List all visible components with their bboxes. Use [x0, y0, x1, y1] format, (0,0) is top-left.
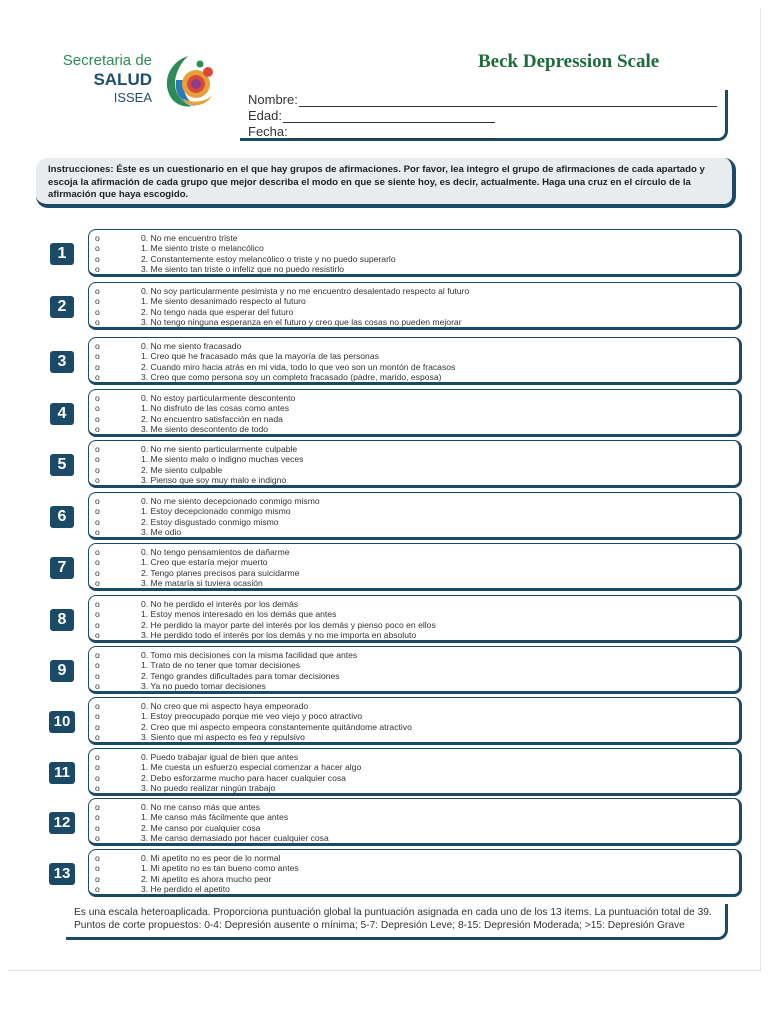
- answer-circle[interactable]: o: [95, 752, 100, 762]
- answer-option-text: 3. Siento que mi aspecto es feo y repulsivo: [141, 732, 305, 743]
- answer-option-text: 3. Me canso demasiado por hacer cualquier cosa: [141, 833, 329, 844]
- answer-option-text: 3. Me mataría si tuviera ocasión: [141, 578, 263, 589]
- answer-option-text: 2. Constantemente estoy melancólico o triste y no puedo superarlo: [141, 253, 396, 264]
- answer-option[interactable]: [95, 351, 739, 361]
- answer-circle[interactable]: o: [95, 884, 100, 895]
- answer-option[interactable]: [95, 557, 739, 567]
- question-options-box: [88, 492, 742, 540]
- question-number-badge: 7: [50, 557, 74, 579]
- answer-option-text: 2. Me canso por cualquier cosa: [141, 822, 261, 833]
- answer-circle[interactable]: o: [95, 496, 100, 506]
- answer-option-text: 0. No me siento fracasado: [141, 341, 242, 351]
- answer-circle[interactable]: o: [95, 372, 100, 383]
- answer-option-text: 2. Me siento culpable: [141, 464, 223, 475]
- answer-circle[interactable]: o: [95, 578, 100, 589]
- answer-circle[interactable]: o: [95, 351, 100, 362]
- scoring-note-text: Es una escala heteroaplicada. Proporciona puntuación global la puntuación asignada en cada uno de los 13 items. La puntuación total de 39. Puntos de corte propuestos: 0-4: Depresión ausente o mínima; 5-7: Depresión Leve; 8-15: Depresión Moderada; >15: Depresión Grave: [74, 907, 712, 931]
- health-logo-icon: [158, 50, 220, 112]
- answer-option[interactable]: [95, 403, 739, 413]
- answer-option-text: 2. Creo que mi aspecto empeora constantemente quitándome atractivo: [141, 721, 412, 732]
- answer-option-text: 0. No estoy particularmente descontento: [141, 393, 296, 403]
- answer-option[interactable]: [95, 701, 739, 711]
- answer-option[interactable]: [95, 496, 739, 506]
- answer-option[interactable]: [95, 506, 739, 516]
- answer-option[interactable]: [95, 296, 739, 306]
- answer-option-text: 0. Mi apetito no es peor de lo normal: [141, 853, 281, 863]
- answer-option[interactable]: [95, 812, 739, 822]
- answer-circle[interactable]: o: [95, 547, 100, 557]
- answer-circle[interactable]: o: [95, 670, 100, 681]
- answer-option-text: 3. Pienso que soy muy malo e indigno: [141, 475, 287, 486]
- answer-circle[interactable]: o: [95, 424, 100, 435]
- answer-option[interactable]: [95, 783, 739, 793]
- answer-option-text: 3. Me siento tan triste o infeliz que no puedo resistirlo: [141, 264, 345, 275]
- answer-circle[interactable]: o: [95, 711, 100, 722]
- answer-circle[interactable]: o: [95, 403, 100, 414]
- answer-option[interactable]: [95, 650, 739, 660]
- answer-option-text: 0. No me encuentro triste: [141, 233, 238, 243]
- answer-circle[interactable]: o: [95, 454, 100, 465]
- question-options-box: [88, 748, 742, 796]
- answer-option[interactable]: [95, 752, 739, 762]
- answer-option-text: 2. Mi apetito es ahora mucho peor: [141, 873, 272, 884]
- answer-option[interactable]: [95, 609, 739, 619]
- question-options-box: [88, 595, 742, 643]
- answer-option[interactable]: [95, 341, 739, 351]
- answer-circle[interactable]: o: [95, 853, 100, 863]
- logo-wordmark: [52, 52, 152, 106]
- answer-option[interactable]: [95, 444, 739, 454]
- answer-option-text: 1. Creo que he fracasado más que la mayoría de las personas: [141, 351, 379, 362]
- answer-circle[interactable]: o: [95, 506, 100, 517]
- date-label: Fecha:: [248, 124, 288, 139]
- answer-option-text: 2. No tengo nada que esperar del futuro: [141, 306, 294, 317]
- answer-option-text: 1. Me canso más fácilmente que antes: [141, 812, 289, 823]
- question-number-badge: 9: [50, 660, 74, 682]
- question-number-badge: 10: [49, 711, 75, 733]
- question-number-badge: 5: [50, 454, 74, 476]
- answer-option[interactable]: [95, 547, 739, 557]
- question-number-badge: 3: [50, 351, 74, 373]
- question-options-box: [88, 282, 742, 330]
- answer-option-text: 1. Me siento triste o melancólico: [141, 243, 264, 254]
- question-number-badge: 13: [49, 863, 75, 885]
- answer-circle[interactable]: o: [95, 772, 100, 783]
- answer-option-text: 0. No tengo pensamientos de dañarme: [141, 547, 290, 557]
- answer-option[interactable]: [95, 286, 739, 296]
- answer-option-text: 1. Me cuesta un esfuerzo especial comenzar a hacer algo: [141, 762, 362, 773]
- answer-circle[interactable]: o: [95, 721, 100, 732]
- document-title: Beck Depression Scale: [478, 51, 660, 72]
- answer-option-text: 1. Estoy preocupado porque me veo viejo y poco atractivo: [141, 711, 363, 722]
- answer-option-text: 1. No disfruto de las cosas como antes: [141, 403, 290, 414]
- answer-option[interactable]: [95, 711, 739, 721]
- answer-circle[interactable]: o: [95, 732, 100, 743]
- answer-option[interactable]: [95, 853, 739, 863]
- answer-circle[interactable]: o: [95, 253, 100, 264]
- answer-circle[interactable]: o: [95, 660, 100, 671]
- answer-circle[interactable]: o: [95, 557, 100, 568]
- question-options-box: [88, 389, 742, 437]
- answer-option-text: 2. He perdido la mayor parte del interés por los demás y pienso poco en ellos: [141, 619, 436, 630]
- logo-line-1: Secretaria de: [62, 52, 152, 69]
- answer-circle[interactable]: o: [95, 413, 100, 424]
- answer-circle[interactable]: o: [95, 306, 100, 317]
- answer-option[interactable]: [95, 732, 739, 742]
- answer-circle[interactable]: o: [95, 296, 100, 307]
- answer-option-text: 1. Me siento desanimado respecto al futuro: [141, 296, 306, 307]
- question-options-box: [88, 229, 742, 277]
- answer-circle[interactable]: o: [95, 701, 100, 711]
- question-options-box: [88, 646, 742, 694]
- question-options-box: [88, 543, 742, 591]
- age-line[interactable]: [283, 109, 495, 123]
- answer-option-text: 2. Tengo grandes dificultades para tomar decisiones: [141, 670, 340, 681]
- answer-circle[interactable]: o: [95, 475, 100, 486]
- answer-option[interactable]: [95, 823, 739, 833]
- answer-circle[interactable]: o: [95, 863, 100, 874]
- answer-option-text: 3. Creo que como persona soy un completo fracasado (padre, marido, esposa): [141, 372, 442, 383]
- answer-option[interactable]: [95, 307, 739, 317]
- answer-option-text: 1. Trato de no tener que tomar decisiones: [141, 660, 301, 671]
- answer-option[interactable]: [95, 527, 739, 537]
- answer-circle[interactable]: o: [95, 317, 100, 328]
- scoring-note: [66, 904, 728, 940]
- answer-option[interactable]: [95, 475, 739, 485]
- answer-circle[interactable]: o: [95, 516, 100, 527]
- answer-option[interactable]: [95, 884, 739, 894]
- age-label: Edad:: [248, 108, 282, 123]
- answer-option[interactable]: [95, 722, 739, 732]
- answer-option-text: 3. Ya no puedo tomar decisiones: [141, 681, 266, 692]
- answer-option-text: 0. No me canso más que antes: [141, 802, 260, 812]
- instructions-box: [36, 158, 736, 208]
- answer-option[interactable]: [95, 762, 739, 772]
- answer-option[interactable]: [95, 372, 739, 382]
- answer-option[interactable]: [95, 578, 739, 588]
- answer-option[interactable]: [95, 568, 739, 578]
- answer-circle[interactable]: o: [95, 681, 100, 692]
- instructions-text: Instrucciones: Éste es un cuestionario en el que hay grupos de afirmaciones. Por favor, lea integro el grupo de afirmaciones de cada apartado y escoja la afirmación de cada grupo que mejor describa el modo en que se siente hoy, es decir, actualmente. Haga una cruz en el círculo de la afirmación que haya escogido.: [48, 164, 705, 200]
- logo-line-3: ISSEA: [113, 90, 152, 105]
- answer-circle[interactable]: o: [95, 802, 100, 812]
- answer-option-text: 2. Estoy disgustado conmigo mismo: [141, 516, 279, 527]
- answer-option[interactable]: [95, 671, 739, 681]
- answer-option-text: 0. No creo que mi aspecto haya empeorado: [141, 701, 309, 711]
- answer-option-text: 0. No he perdido el interés por los demás: [141, 599, 299, 609]
- answer-option[interactable]: [95, 620, 739, 630]
- answer-option[interactable]: [95, 317, 739, 327]
- question-number-badge: 2: [50, 296, 74, 318]
- date-field[interactable]: [248, 124, 497, 139]
- answer-circle[interactable]: o: [95, 264, 100, 275]
- answer-option-text: 1. Estoy menos interesado en los demás que antes: [141, 609, 337, 620]
- answer-option[interactable]: [95, 630, 739, 640]
- answer-option-text: 1. Me siento malo o indigno muchas veces: [141, 454, 304, 465]
- answer-option-text: 3. Me siento descontento de todo: [141, 424, 269, 435]
- answer-option[interactable]: [95, 773, 739, 783]
- answer-circle[interactable]: o: [95, 233, 100, 243]
- question-number-badge: 8: [50, 609, 74, 631]
- question-number-badge: 6: [50, 506, 74, 528]
- answer-option-text: 0. No soy particularmente pesimista y no me encuentro desalentado respecto al futuro: [141, 286, 470, 296]
- answer-option[interactable]: [95, 264, 739, 274]
- answer-option[interactable]: [95, 233, 739, 243]
- name-field[interactable]: [248, 92, 717, 107]
- answer-option-text: 2. Cuando miro hacia atrás en mi vida, todo lo que veo son un montón de fracasos: [141, 361, 456, 372]
- answer-option[interactable]: [95, 874, 739, 884]
- name-label: Nombre:: [248, 92, 298, 107]
- question-number-badge: 11: [49, 762, 75, 784]
- answer-option[interactable]: [95, 424, 739, 434]
- answer-circle[interactable]: o: [95, 873, 100, 884]
- answer-circle[interactable]: o: [95, 619, 100, 630]
- answer-option-text: 0. Puedo trabajar igual de bien que antes: [141, 752, 299, 762]
- answer-option[interactable]: [95, 454, 739, 464]
- answer-option-text: 3. He perdido el apetito: [141, 884, 230, 895]
- answer-circle[interactable]: o: [95, 567, 100, 578]
- answer-option-text: 2. Debo esforzarme mucho para hacer cualquier cosa: [141, 772, 346, 783]
- answer-option[interactable]: [95, 660, 739, 670]
- answer-circle[interactable]: o: [95, 393, 100, 403]
- answer-option-text: 3. No puedo realizar ningún trabajo: [141, 783, 276, 794]
- question-options-box: [88, 440, 742, 488]
- answer-circle[interactable]: o: [95, 822, 100, 833]
- answer-option-text: 0. No me siento particularmente culpable: [141, 444, 298, 454]
- answer-option[interactable]: [95, 599, 739, 609]
- question-options-box: [88, 849, 742, 897]
- answer-circle[interactable]: o: [95, 833, 100, 844]
- answer-option[interactable]: [95, 254, 739, 264]
- question-options-box: [88, 337, 742, 385]
- answer-circle[interactable]: o: [95, 341, 100, 351]
- age-field[interactable]: [248, 108, 495, 123]
- answer-option-text: 1. Mi apetito no es tan bueno como antes: [141, 863, 299, 874]
- answer-option-text: 0. Tomo mis decisiones con la misma facilidad que antes: [141, 650, 358, 660]
- answer-circle[interactable]: o: [95, 464, 100, 475]
- answer-option[interactable]: [95, 465, 739, 475]
- question-options-box: [88, 798, 742, 846]
- name-line[interactable]: [299, 93, 717, 107]
- answer-option[interactable]: [95, 517, 739, 527]
- answer-circle[interactable]: o: [95, 527, 100, 538]
- answer-circle[interactable]: o: [95, 783, 100, 794]
- answer-circle[interactable]: o: [95, 243, 100, 254]
- logo-line-2: SALUD: [93, 70, 152, 89]
- answer-option-text: 3. No tengo ninguna esperanza en el futuro y creo que las cosas no pueden mejorar: [141, 317, 462, 328]
- answer-option-text: 2. No encuentro satisfacción en nada: [141, 413, 283, 424]
- date-line[interactable]: [289, 125, 497, 139]
- answer-circle[interactable]: o: [95, 599, 100, 609]
- answer-circle[interactable]: o: [95, 762, 100, 773]
- question-number-badge: 4: [50, 403, 74, 425]
- answer-option-text: 3. Me odio: [141, 527, 182, 538]
- answer-circle[interactable]: o: [95, 361, 100, 372]
- answer-option[interactable]: [95, 833, 739, 843]
- answer-option-text: 3. He perdido todo el interés por los demás y no me importa en absoluto: [141, 630, 417, 641]
- answer-option[interactable]: [95, 802, 739, 812]
- answer-circle[interactable]: o: [95, 650, 100, 660]
- question-number-badge: 12: [49, 812, 75, 834]
- answer-circle[interactable]: o: [95, 286, 100, 296]
- answer-circle[interactable]: o: [95, 630, 100, 641]
- answer-option[interactable]: [95, 243, 739, 253]
- answer-option[interactable]: [95, 863, 739, 873]
- personal-info-box: [240, 90, 728, 141]
- answer-option[interactable]: [95, 414, 739, 424]
- question-number-badge: 1: [50, 243, 74, 265]
- answer-option-text: 0. No me siento decepcionado conmigo mismo: [141, 496, 320, 506]
- question-options-box: [88, 697, 742, 745]
- answer-option-text: 1. Creo que estaría mejor muerto: [141, 557, 268, 568]
- answer-circle[interactable]: o: [95, 609, 100, 620]
- answer-option[interactable]: [95, 362, 739, 372]
- answer-option[interactable]: [95, 393, 739, 403]
- answer-circle[interactable]: o: [95, 812, 100, 823]
- answer-option[interactable]: [95, 681, 739, 691]
- answer-option-text: 1. Estoy decepcionado conmigo mismo: [141, 506, 291, 517]
- answer-circle[interactable]: o: [95, 444, 100, 454]
- answer-option-text: 2. Tengo planes precisos para suicidarme: [141, 567, 300, 578]
